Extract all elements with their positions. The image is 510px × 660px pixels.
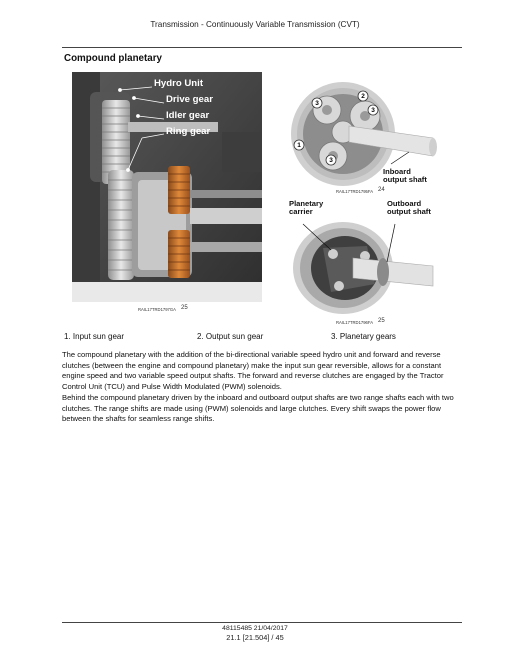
callout-idler-gear: Idler gear	[166, 110, 210, 121]
figure-right-bottom-number: 25	[378, 318, 385, 324]
figure-right-top-number: 24	[378, 187, 385, 193]
label-inboard-output-shaft: Inboard output shaft	[383, 167, 427, 184]
figure-left-image-id: RAIL17TRD1797GA	[138, 307, 176, 312]
figure-left-number: 25	[181, 305, 188, 311]
planetary-carrier-image	[283, 198, 437, 318]
figure-right-top-image-id: RAIL17TRD1795FA	[336, 189, 374, 194]
section-title: Compound planetary	[64, 53, 162, 64]
footer-doc-id: 48115485 21/04/2017	[222, 625, 288, 632]
marker-2: 2	[361, 93, 365, 100]
header-divider	[62, 47, 462, 48]
callout-ring-gear: Ring gear	[166, 126, 211, 137]
label-planetary-carrier: Planetary carrier	[289, 199, 324, 216]
marker-3-lower: 3	[329, 157, 333, 164]
body-paragraph-1: The compound planetary with the addition of the bi-directional variable speed hydro unit and forward and reverse clutches (between the engine and compound planetary) make the input sun gear reversible, allows for a constant engine speed and two variable speed output shafts. The forward and reverse clutches are engaged by the Tractor Control Unit (TCU) and Pulse Width Modulated (PWM) solenoids.	[62, 350, 444, 391]
label-outboard-output-shaft: Outboard output shaft	[387, 199, 431, 216]
legend-output-sun-gear: 2. Output sun gear	[197, 332, 264, 341]
legend-input-sun-gear: 1. Input sun gear	[64, 332, 125, 341]
callout-drive-gear: Drive gear	[166, 94, 213, 105]
marker-3-upper-left: 3	[315, 100, 319, 107]
body-paragraph-2: Behind the compound planetary driven by the inboard and outboard output shafts are two range shafts each with two clutches. The range shifts are made using (PWM) solenoids and large clutches. Every shift swaps the power flow between the shafts for seamless range shifts.	[62, 393, 454, 424]
gear-assembly-image	[72, 72, 262, 302]
page-header: Transmission - Continuously Variable Transmission (CVT)	[150, 20, 360, 29]
marker-1: 1	[297, 142, 301, 149]
planetary-gears-image	[283, 72, 437, 194]
legend-planetary-gears: 3. Planetary gears	[331, 332, 396, 341]
callout-hydro-unit: Hydro Unit	[154, 78, 204, 89]
marker-3-upper-right: 3	[371, 107, 375, 114]
footer-page-number: 21.1 [21.504] / 45	[226, 633, 284, 642]
figure-right-bottom-image-id: RAIL17TRD1796FA	[336, 320, 374, 325]
footer-divider	[62, 622, 462, 623]
